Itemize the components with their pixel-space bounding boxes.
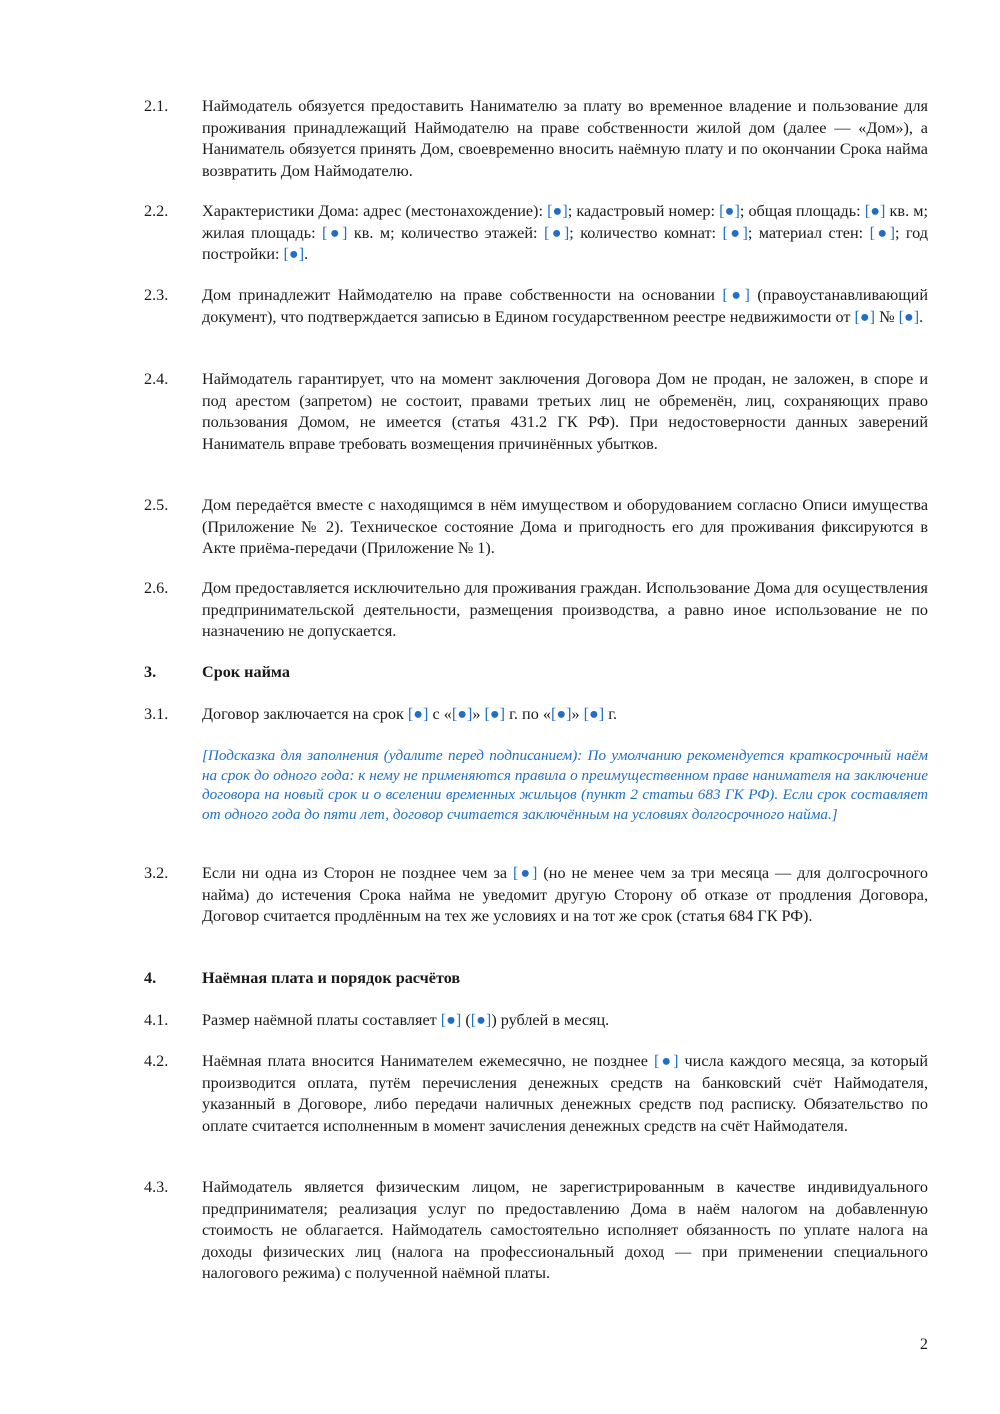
clause-text: Наймодатель является физическим лицом, не зарегистрированным в качестве индивидуального предпринимателя; реализация услуг по предоставлению Дома в наём налогом на добавленную стоимость не облагается. Наймодатель самостоятельно исполняет обязанность по уплате налога на доходы физических лиц (налога на профессиональный доход — при применении специального налогового режима) с полученной наёмной платы. xyxy=(202,1178,928,1282)
clause-number: 3.1. xyxy=(144,705,169,723)
placeholder-start-day[interactable]: [●] xyxy=(451,705,473,723)
clause-text: Размер наёмной платы составляет [●] ([●]) рублей в месяц. xyxy=(202,1011,610,1029)
section-number: 3. xyxy=(144,663,157,681)
placeholder-term[interactable]: [●] xyxy=(407,705,429,723)
clause-number: 2.5. xyxy=(144,496,169,514)
placeholder-wall-material[interactable]: [●] xyxy=(869,223,895,242)
clause-3-2 xyxy=(144,863,928,928)
placeholder-rent-amount-words[interactable]: [●] xyxy=(470,1011,492,1029)
placeholder-total-area[interactable]: [●] xyxy=(864,202,886,220)
clause-2-3 xyxy=(144,285,928,328)
clause-text: Наймодатель гарантирует, что на момент заключения Договора Дом не продан, не заложен, в споре и под арестом (запретом) не состоит, правами третьих лиц не обременён, лиц, сохраняющих право пользования Домом, не имеется (статья 431.2 ГК РФ). При недостоверности данных заверений Наниматель вправе требовать возмещения причинённых убытков. xyxy=(202,370,928,453)
section-heading-4 xyxy=(144,968,928,990)
section-heading-3 xyxy=(144,662,928,684)
placeholder-start-month-year[interactable]: [●] xyxy=(484,705,506,723)
placeholder-notice-period[interactable]: [●] xyxy=(513,864,538,882)
placeholder-end-month-year[interactable]: [●] xyxy=(583,705,605,723)
clause-2-6 xyxy=(144,578,928,643)
clause-4-3 xyxy=(144,1177,928,1285)
clause-number: 4.3. xyxy=(144,1178,169,1196)
section-title: Срок найма xyxy=(202,663,290,681)
clause-2-1 xyxy=(144,96,928,182)
placeholder-registry-date[interactable]: [●] xyxy=(854,307,876,326)
clause-text: Дом передаётся вместе с находящимся в нём имуществом и оборудованием согласно Описи имущества (Приложение № 2). Техническое состояние Дома и пригодность его для проживания фиксируются в Акте приёма-передачи (Приложение № 1). xyxy=(202,496,928,557)
page-number: 2 xyxy=(919,1335,928,1353)
clause-number: 4.2. xyxy=(144,1052,169,1070)
clause-number: 2.4. xyxy=(144,370,169,388)
clause-text: Наймодатель обязуется предоставить Нанимателю за плату во временное владение и пользование для проживания принадлежащий Наймодателю на праве собственности жилой дом (далее — «Дом»), а Наниматель обязуется принять Дом, своевременно вносить наёмную плату и по окончании Срока найма возвратить Дом Наймодателю. xyxy=(202,97,928,180)
placeholder-end-day[interactable]: [●] xyxy=(550,705,572,723)
placeholder-floors[interactable]: [●] xyxy=(543,223,570,242)
clause-number: 2.2. xyxy=(144,202,169,220)
clause-4-1 xyxy=(144,1010,928,1032)
section-title: Наёмная плата и порядок расчётов xyxy=(202,969,461,987)
placeholder-rooms[interactable]: [●] xyxy=(722,223,748,242)
clause-text: Договор заключается на срок [●] с «[●]» [●] г. по «[●]» [●] г. xyxy=(202,705,618,723)
clause-number: 2.1. xyxy=(144,97,169,115)
clause-number: 2.3. xyxy=(144,286,169,304)
clause-2-4 xyxy=(144,369,928,455)
placeholder-registry-number[interactable]: [●] xyxy=(898,307,920,326)
placeholder-cadastral-number[interactable]: [●] xyxy=(719,202,740,220)
clause-2-5 xyxy=(144,495,928,560)
clause-3-1 xyxy=(144,704,928,726)
section-number: 4. xyxy=(144,969,157,987)
placeholder-address[interactable]: [●] xyxy=(547,202,568,220)
clause-number: 2.6. xyxy=(144,579,169,597)
placeholder-rent-amount[interactable]: [●] xyxy=(440,1011,462,1029)
clause-number: 4.1. xyxy=(144,1011,169,1029)
clause-text: Наёмная плата вносится Нанимателем ежемесячно, не позднее [●] числа каждого месяца, за который производится оплата, путём перечисления денежных средств на банковский счёт Наймодателя, указанный в Договоре, либо передачи наличных денежных средств под расписку. Обязательство по оплате считается исполненным в момент зачисления денежных средств на счёт Наймодателя. xyxy=(202,1052,928,1135)
placeholder-build-year[interactable]: [●] xyxy=(283,245,305,263)
placeholder-title-document[interactable]: [●] xyxy=(722,286,750,304)
placeholder-payment-day[interactable]: [●] xyxy=(653,1052,679,1070)
clause-text: Дом принадлежит Наймодателю на праве собственности на основании [●] (правоустанавливающий документ), что подтверждается записью в Едином государственном реестре недвижимости от [●] № [●]. xyxy=(202,286,928,326)
fill-hint: [Подсказка для заполнения (удалите перед подписанием): По умолчанию рекомендуется краткосрочный наём на срок до одного года: к нему не применяются правила о преимущественном праве нанимателя на заключение договора на новый срок и о вселении временных жильцов (пункт 2 статьи 683 ГК РФ). Если срок составляет от одного года до пяти лет, договор считается заключённым на условиях долгосрочного найма.] xyxy=(202,747,928,823)
clause-number: 3.2. xyxy=(144,864,169,882)
clause-text: Если ни одна из Сторон не позднее чем за [●] (но не менее чем за три месяца — для долгосрочного найма) до истечения Срока найма не уведомит другую Сторону об отказе от продления Договора, Договор считается продлённым на тех же условиях и на тот же срок (статья 684 ГК РФ). xyxy=(202,864,929,925)
clause-2-2 xyxy=(144,201,928,266)
clause-4-2 xyxy=(144,1051,928,1137)
clause-text: Характеристики Дома: адрес (местонахождение): [●]; кадастровый номер: [●]; общая площадь: [●] кв. м; жилая площадь: [●] кв. м; количество этажей: [●]; количество комнат: [●]; материал стен: [●]; год постройки: [●]. xyxy=(202,202,929,263)
clause-text: Дом предоставляется исключительно для проживания граждан. Использование Дома для осуществления предпринимательской деятельности, размещения производства, а равно иное использование не по назначению не допускается. xyxy=(202,579,928,640)
placeholder-living-area[interactable]: [●] xyxy=(322,223,348,242)
